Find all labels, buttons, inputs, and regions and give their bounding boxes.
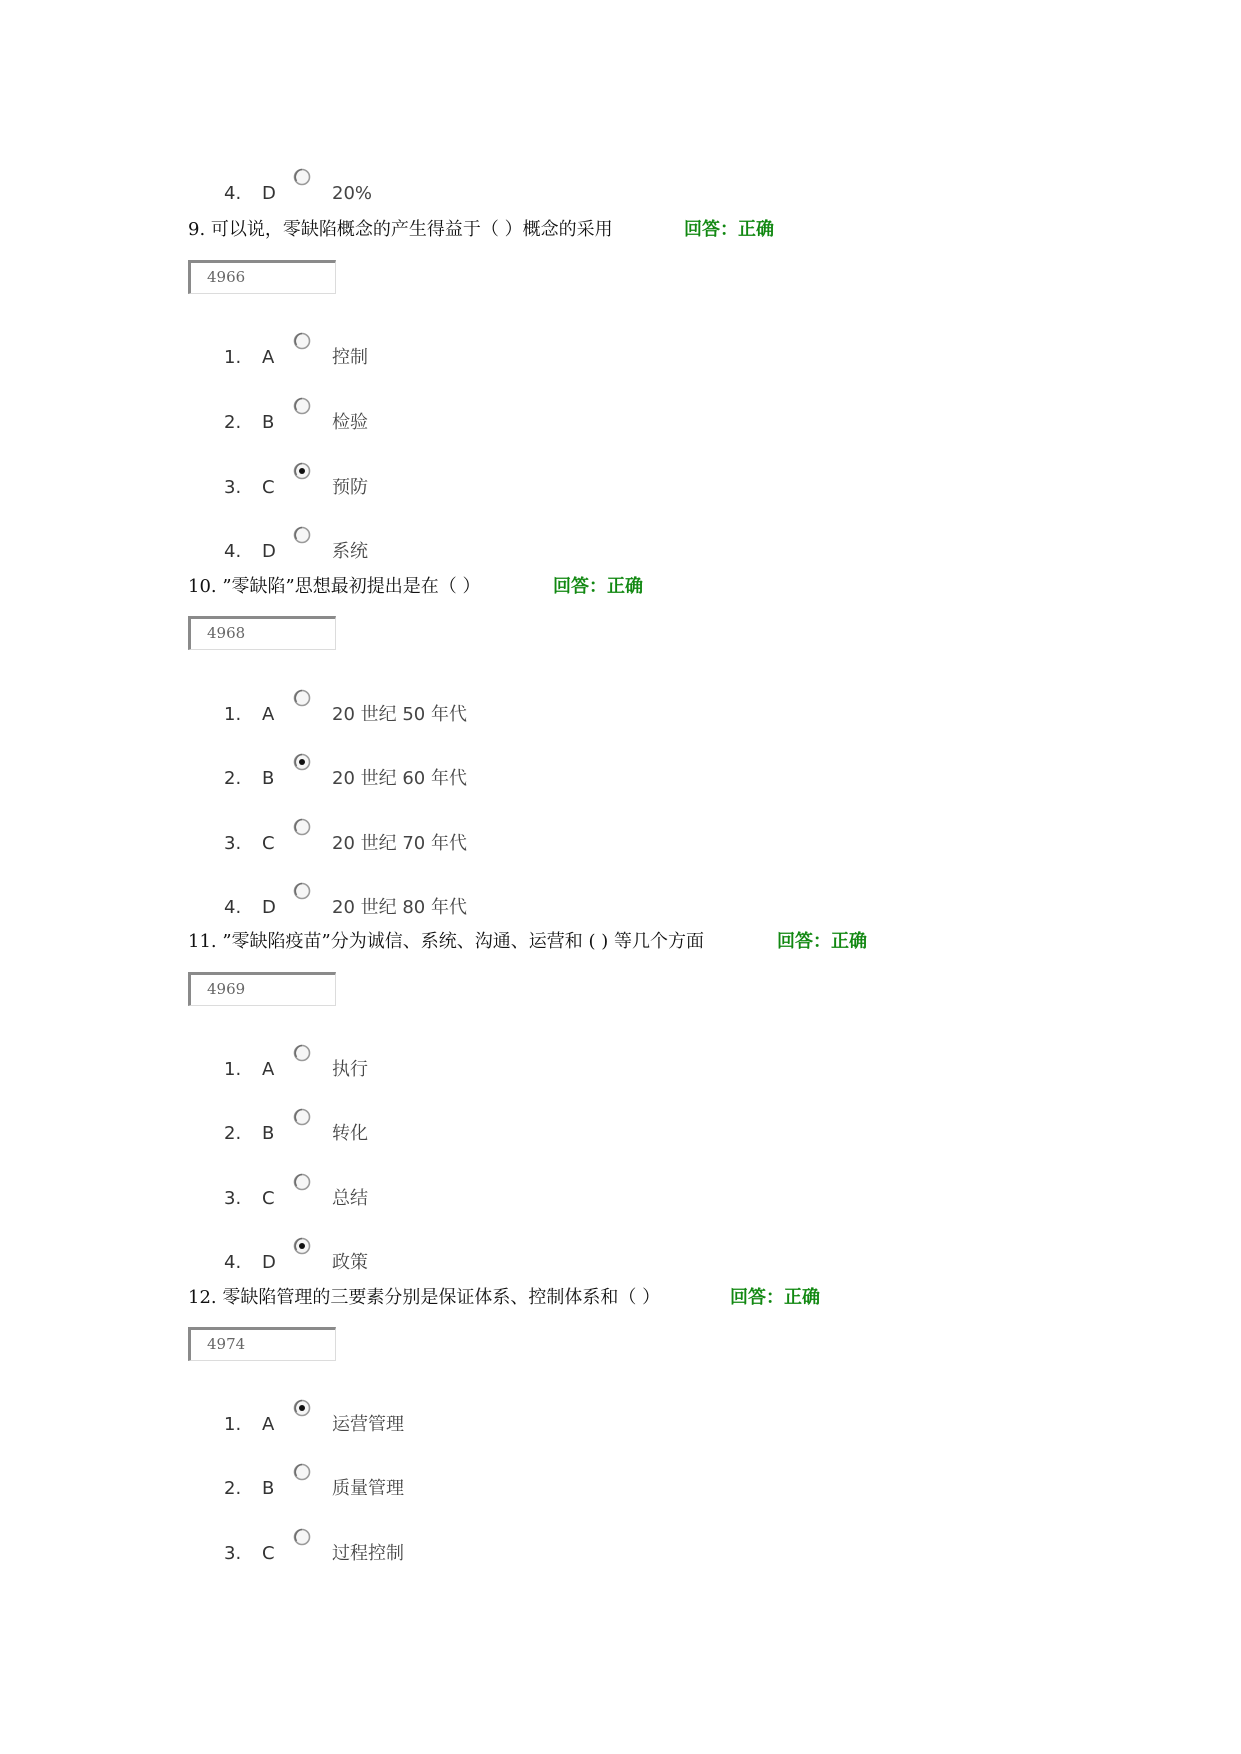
radio-button[interactable]	[292, 1172, 312, 1192]
option-letter: D	[262, 897, 276, 918]
code-field: 4968	[188, 616, 336, 650]
option-number: 3.	[224, 1188, 242, 1209]
radio-button[interactable]	[292, 167, 312, 187]
radio-button[interactable]	[292, 461, 312, 481]
option-item[interactable]	[224, 461, 824, 501]
question-title: 9. 可以说，零缺陷概念的产生得益于（ ）概念的采用	[188, 219, 613, 240]
option-number: 1.	[224, 1059, 242, 1080]
question-title: 11. ”零缺陷疫苗”分为诚信、系统、沟通、运营和 ( ) 等几个方面	[188, 931, 704, 952]
option-number: 1.	[224, 1414, 242, 1435]
option-item[interactable]	[224, 167, 824, 207]
answer-status: 回答：正确	[553, 576, 643, 597]
radio-button[interactable]	[292, 688, 312, 708]
option-letter: A	[262, 1059, 275, 1080]
option-letter: A	[262, 704, 275, 725]
option-item[interactable]	[224, 1107, 824, 1147]
option-text: 预防	[332, 477, 368, 498]
option-letter: A	[262, 1414, 275, 1435]
radio-button[interactable]	[292, 525, 312, 545]
option-item[interactable]	[224, 396, 824, 436]
answer-status: 回答：正确	[684, 219, 774, 240]
option-letter: D	[262, 1252, 276, 1273]
radio-button[interactable]	[292, 396, 312, 416]
option-text: 转化	[332, 1123, 368, 1144]
option-letter: C	[262, 1188, 275, 1209]
option-item[interactable]	[224, 1462, 824, 1502]
radio-button[interactable]	[292, 1107, 312, 1127]
option-item[interactable]	[224, 752, 824, 792]
option-text: 政策	[332, 1252, 368, 1273]
option-item[interactable]	[224, 1398, 824, 1438]
option-number: 3.	[224, 1543, 242, 1564]
option-number: 2.	[224, 1123, 242, 1144]
radio-button[interactable]	[292, 817, 312, 837]
option-text: 控制	[332, 347, 368, 368]
option-item[interactable]	[224, 1043, 824, 1083]
option-item[interactable]	[224, 1527, 824, 1567]
radio-button[interactable]	[292, 1527, 312, 1547]
radio-button[interactable]	[292, 1462, 312, 1482]
option-text: 20 世纪 50 年代	[332, 704, 467, 725]
option-text: 质量管理	[332, 1478, 404, 1499]
radio-button[interactable]	[292, 331, 312, 351]
option-item[interactable]	[224, 331, 824, 371]
question-title: 12. 零缺陷管理的三要素分别是保证体系、控制体系和（ ）	[188, 1287, 661, 1308]
option-letter: C	[262, 477, 275, 498]
option-item[interactable]	[224, 1236, 824, 1276]
option-number: 3.	[224, 477, 242, 498]
question-title: 10. ”零缺陷”思想最初提出是在（ ）	[188, 576, 481, 597]
radio-button[interactable]	[292, 1398, 312, 1418]
radio-selected-dot	[299, 759, 305, 765]
radio-button[interactable]	[292, 752, 312, 772]
radio-selected-dot	[299, 1405, 305, 1411]
code-field: 4966	[188, 260, 336, 294]
option-letter: B	[262, 412, 275, 433]
option-number: 2.	[224, 768, 242, 789]
option-letter: B	[262, 1123, 275, 1144]
code-field: 4974	[188, 1327, 336, 1361]
option-letter: A	[262, 347, 275, 368]
code-field: 4969	[188, 972, 336, 1006]
option-item[interactable]	[224, 1172, 824, 1212]
option-item[interactable]	[224, 688, 824, 728]
option-text: 20 世纪 60 年代	[332, 768, 467, 789]
option-text: 过程控制	[332, 1543, 404, 1564]
answer-status: 回答：正确	[730, 1287, 820, 1308]
option-item[interactable]	[224, 817, 824, 857]
option-number: 4.	[224, 183, 242, 204]
option-number: 4.	[224, 897, 242, 918]
option-number: 1.	[224, 347, 242, 368]
option-number: 2.	[224, 412, 242, 433]
option-letter: C	[262, 1543, 275, 1564]
option-text: 运营管理	[332, 1414, 404, 1435]
radio-button[interactable]	[292, 881, 312, 901]
option-letter: C	[262, 833, 275, 854]
option-text: 20%	[332, 183, 373, 204]
option-text: 执行	[332, 1059, 368, 1080]
option-letter: D	[262, 541, 276, 562]
option-number: 2.	[224, 1478, 242, 1499]
radio-button[interactable]	[292, 1236, 312, 1256]
option-text: 系统	[332, 541, 368, 562]
option-text: 总结	[332, 1188, 368, 1209]
option-number: 1.	[224, 704, 242, 725]
option-text: 20 世纪 70 年代	[332, 833, 467, 854]
option-letter: B	[262, 1478, 275, 1499]
option-letter: B	[262, 768, 275, 789]
radio-button[interactable]	[292, 1043, 312, 1063]
radio-selected-dot	[299, 468, 305, 474]
option-text: 检验	[332, 412, 368, 433]
answer-status: 回答：正确	[777, 931, 867, 952]
option-letter: D	[262, 183, 276, 204]
option-number: 3.	[224, 833, 242, 854]
option-number: 4.	[224, 541, 242, 562]
option-text: 20 世纪 80 年代	[332, 897, 467, 918]
radio-selected-dot	[299, 1243, 305, 1249]
option-item[interactable]	[224, 881, 824, 921]
option-item[interactable]	[224, 525, 824, 565]
option-number: 4.	[224, 1252, 242, 1273]
